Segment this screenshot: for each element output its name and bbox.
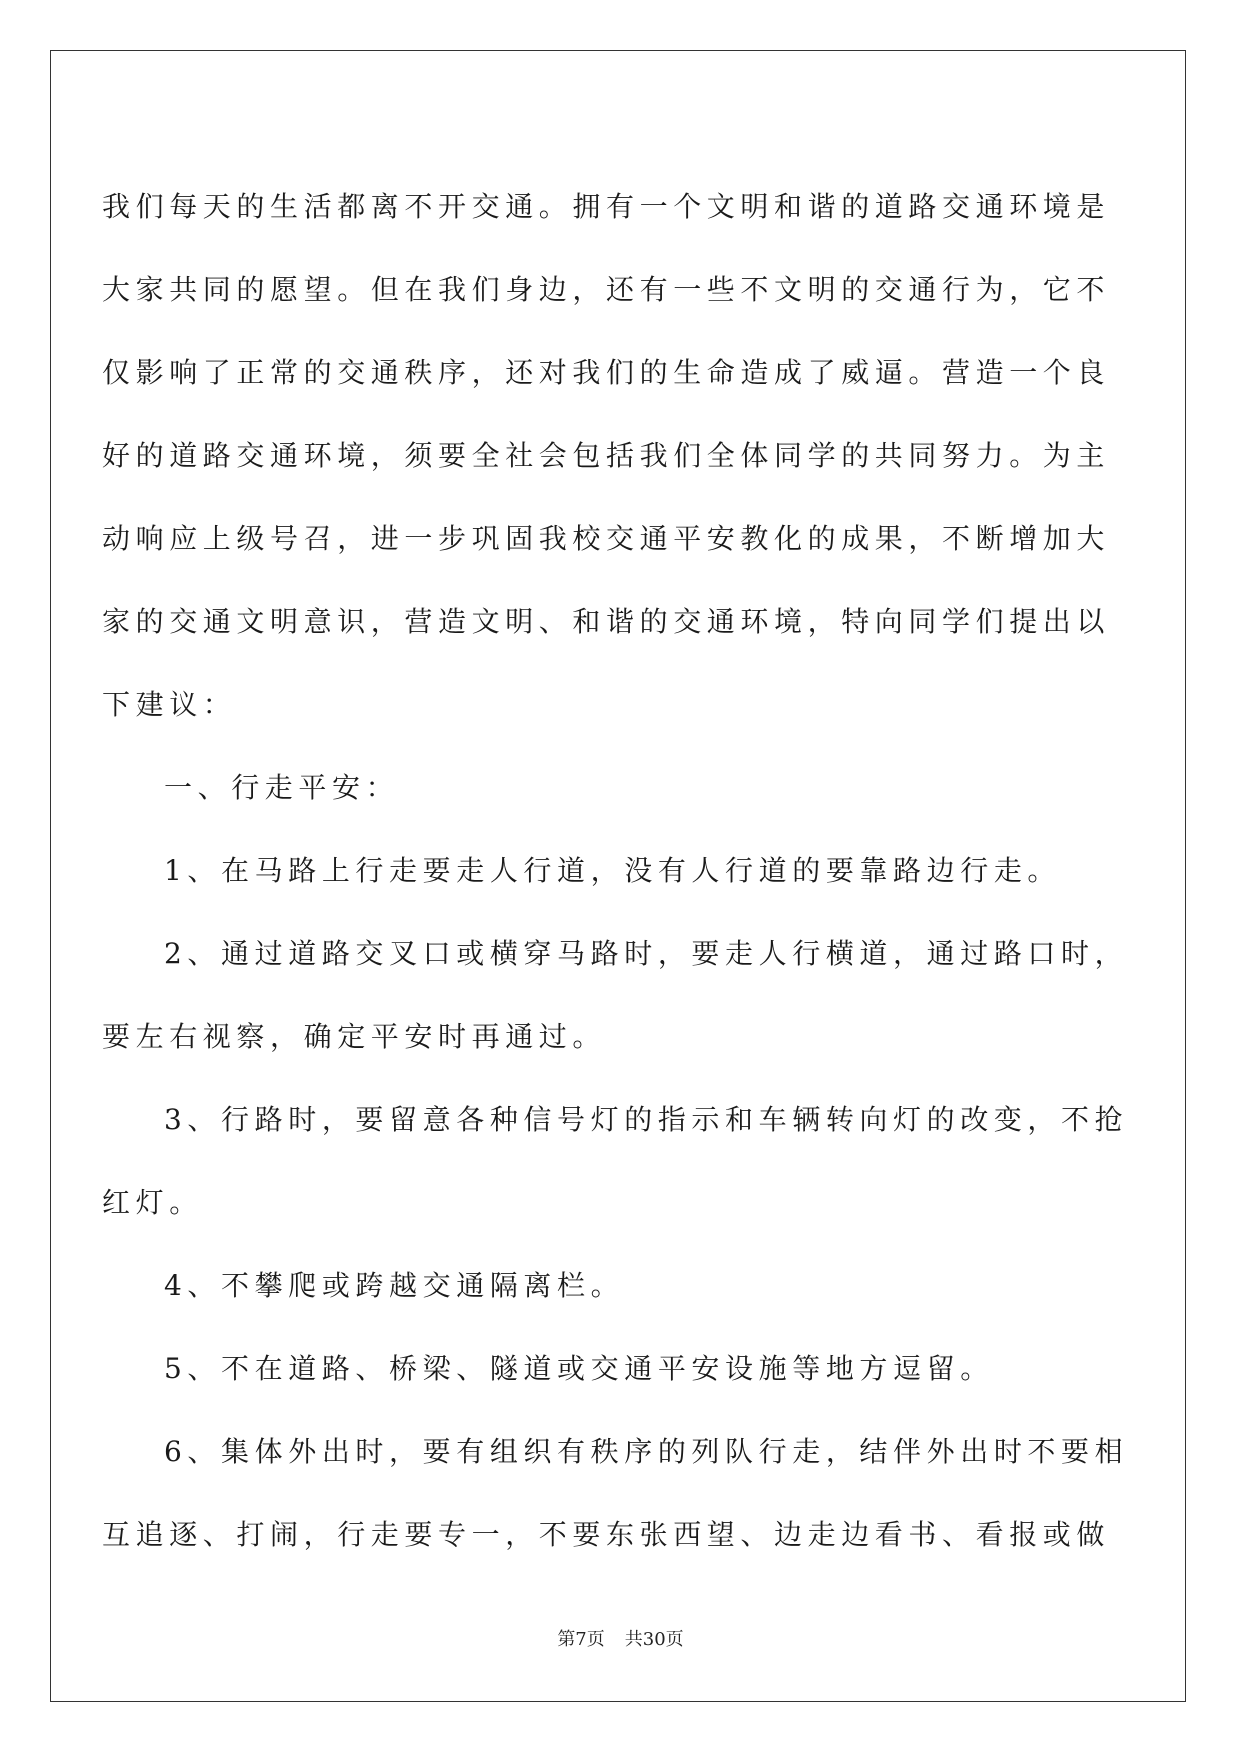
text-line: 仅影响了正常的交通秩序，还对我们的生命造成了威逼。营造一个良 (102, 356, 1111, 389)
text-line: 家的交通文明意识，营造文明、和谐的交通环境，特向同学们提出以 (102, 605, 1111, 638)
list-item-continuation: 互追逐、打闹，行走要专一，不要东张西望、边走边看书、看报或做 (102, 1518, 1111, 1551)
list-item: 4、不攀爬或跨越交通隔离栏。 (164, 1269, 625, 1302)
list-item: 5、不在道路、桥梁、隧道或交通平安设施等地方逗留。 (164, 1352, 994, 1385)
text-line: 大家共同的愿望。但在我们身边，还有一些不文明的交通行为，它不 (102, 273, 1111, 306)
text-line: 动响应上级号召，进一步巩固我校交通平安教化的成果，不断增加大 (102, 522, 1111, 555)
list-item: 6、集体外出时，要有组织有秩序的列队行走，结伴外出时不要相 (164, 1435, 1129, 1468)
text-line: 好的道路交通环境，须要全社会包括我们全体同学的共同努力。为主 (102, 439, 1111, 472)
current-page-label: 第7页 (557, 1629, 605, 1650)
section-heading: 一、行走平安： (164, 771, 400, 804)
document-body (102, 165, 1129, 1576)
text-line: 我们每天的生活都离不开交通。拥有一个文明和谐的道路交通环境是 (102, 190, 1111, 223)
page-footer (0, 1628, 1241, 1652)
list-item-continuation: 要左右视察，确定平安时再通过。 (102, 1020, 607, 1053)
total-pages-label: 共30页 (624, 1629, 684, 1650)
list-item: 3、行路时，要留意各种信号灯的指示和车辆转向灯的改变，不抢 (164, 1103, 1129, 1136)
list-item-continuation: 红灯。 (102, 1186, 203, 1219)
list-item: 2、通过道路交叉口或横穿马路时，要走人行横道，通过路口时， (164, 937, 1129, 970)
text-line: 下建议： (102, 688, 237, 721)
list-item: 1、在马路上行走要走人行道，没有人行道的要靠路边行走。 (164, 854, 1062, 887)
